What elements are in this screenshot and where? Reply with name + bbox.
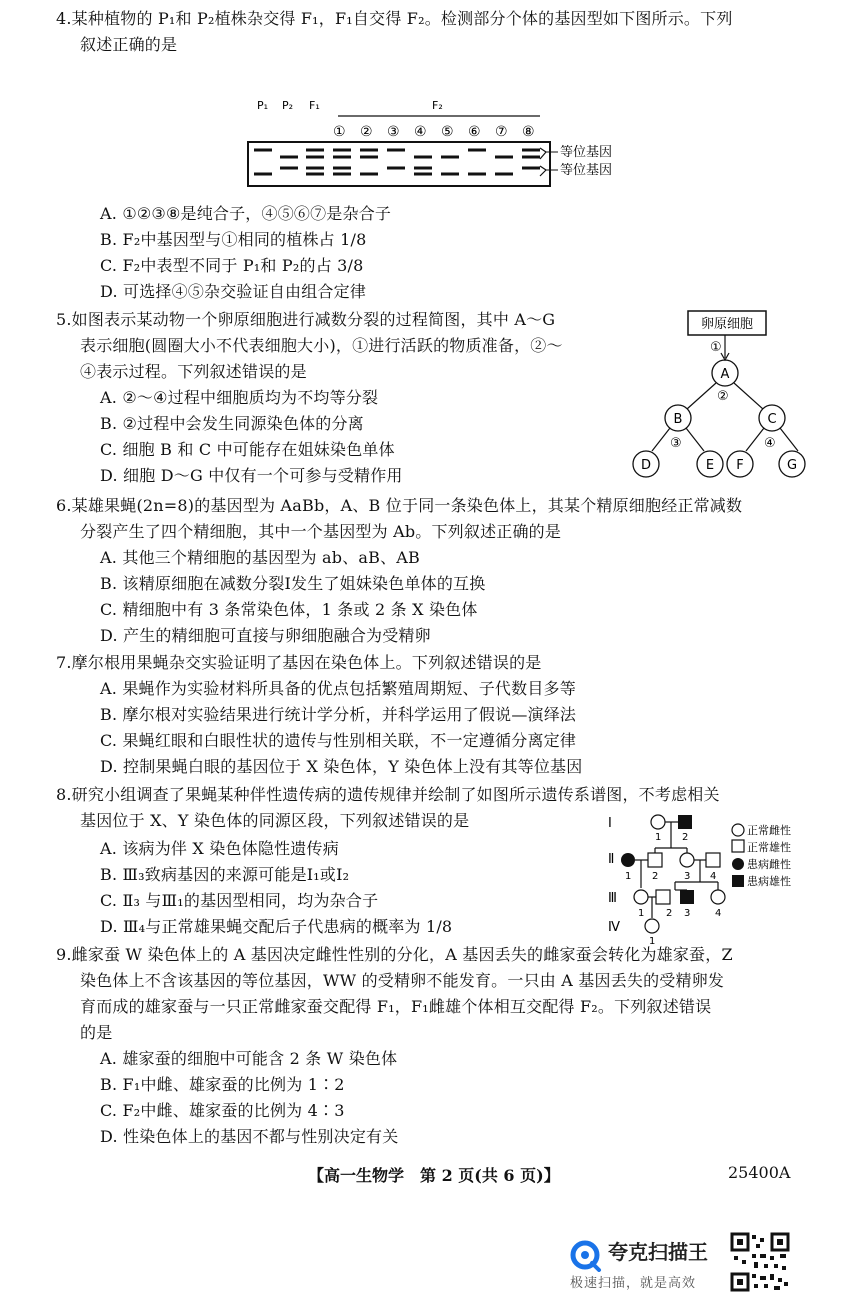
q4-option-d: D. 可选择④⑤杂交验证自由组合定律 (100, 282, 367, 301)
brand-name: 夸克扫描王 (608, 1240, 708, 1264)
cell-e: E (705, 458, 715, 473)
lane-num-1: ① (333, 124, 346, 140)
lane-num-4: ④ (414, 124, 427, 140)
lane-num-2: ② (360, 124, 373, 140)
ii2-num: 2 (652, 871, 659, 882)
step-4: ④ (764, 436, 776, 451)
cell-g: G (786, 458, 798, 473)
label-f1: F₁ (309, 99, 320, 112)
ii1-affected-female (621, 853, 635, 867)
i2-num: 2 (682, 832, 689, 843)
step-1: ① (710, 340, 722, 355)
q6-option-d: D. 产生的精细胞可直接与卵细胞融合为受精卵 (100, 626, 431, 645)
q9-option-a: A. 雄家蚕的细胞中可能含 2 条 W 染色体 (100, 1049, 398, 1068)
label-p1: P₁ (257, 99, 269, 112)
step-3: ③ (670, 436, 682, 451)
q9-option-c: C. F₂中雌、雄家蚕的比例为 4∶3 (100, 1101, 345, 1120)
q6-option-a: A. 其他三个精细胞的基因型为 ab、aB、AB (100, 548, 421, 567)
q6-option-c: C. 精细胞中有 3 条常染色体，1 条或 2 条 X 染色体 (100, 600, 478, 619)
iii1-normal-female (634, 890, 648, 904)
i2-affected-male (678, 815, 692, 829)
ii3-normal-female (680, 853, 694, 867)
q5-stem-line-3: ④表示过程。下列叙述错误的是 (80, 362, 307, 381)
q9-stem-line-3: 育而成的雄家蚕与一只正常雌家蚕交配得 F₁，F₁雌雄个体相互交配得 F₂。下列叙述错误 (80, 997, 712, 1016)
q9-stem-line-1: 9.雌家蚕 W 染色体上的 A 基因决定雌性性别的分化，A 基因丢失的雌家蚕会转化为雄家蚕，Z (56, 945, 733, 964)
ii1-num: 1 (625, 871, 632, 882)
brand-slogan: 极速扫描，就是高效 (570, 1276, 697, 1291)
lane-num-8: ⑧ (522, 124, 535, 140)
gen-4: Ⅳ (608, 920, 620, 935)
footer-code: 25400A (728, 1163, 791, 1182)
qr-code-icon (730, 1232, 790, 1292)
q8-option-a: A. 该病为伴 X 染色体隐性遗传病 (100, 839, 339, 858)
legend-affected-male: 患病雄性 (747, 875, 791, 888)
q7-option-b: B. 摩尔根对实验结果进行统计学分析，并科学运用了假说—演绎法 (100, 705, 577, 724)
legend-normal-female-icon (732, 824, 744, 836)
iii2-normal-male (656, 890, 670, 904)
q8-stem-line-2: 基因位于 X、Y 染色体的同源区段，下列叙述错误的是 (80, 811, 470, 830)
q5-option-d: D. 细胞 D～G 中仅有一个可参与受精作用 (100, 466, 403, 485)
q6-stem-line-1: 6.某雄果蝇(2n=8)的基因型为 AaBb，A、B 位于同一条染色体上，其某个精原细胞经正常减数 (56, 496, 743, 515)
q8-option-c: C. Ⅱ₃ 与Ⅲ₁的基因型相同，均为杂合子 (100, 891, 379, 910)
lane-num-5: ⑤ (441, 124, 454, 140)
legend-affected-female: 患病雌性 (747, 858, 791, 871)
legend-normal-male: 正常雄性 (747, 841, 791, 854)
oogonium-label: 卵原细胞 (700, 317, 754, 332)
quark-logo-icon (568, 1238, 602, 1272)
scanner-brand (568, 1234, 798, 1294)
label-f2: F₂ (432, 99, 443, 112)
ii4-num: 4 (710, 871, 717, 882)
i1-num: 1 (655, 832, 662, 843)
q9-option-d: D. 性染色体上的基因不都与性别决定有关 (100, 1127, 399, 1146)
q7-option-a: A. 果蝇作为实验材料所具备的优点包括繁殖周期短、子代数目多等 (100, 679, 576, 698)
lane-num-3: ③ (387, 124, 400, 140)
q4-option-c: C. F₂中表型不同于 P₁和 P₂的占 3/8 (100, 256, 364, 275)
q9-stem-line-2: 染色体上不含该基因的等位基因，WW 的受精卵不能发育。一只由 A 基因丢失的受精卵发 (80, 971, 725, 990)
q5-stem-line-2: 表示细胞(圆圈大小不代表细胞大小)，①进行活跃的物质准备，②～ (80, 336, 563, 355)
lane-num-7: ⑦ (495, 124, 508, 140)
iii1-num: 1 (638, 908, 645, 919)
gel-bands (254, 150, 540, 174)
q8-option-d: D. Ⅲ₄与正常雄果蝇交配后子代患病的概率为 1/8 (100, 917, 453, 936)
cell-c: C (767, 412, 777, 427)
iii2-num: 2 (666, 908, 673, 919)
iii4-num: 4 (715, 908, 722, 919)
label-p2: P₂ (282, 99, 294, 112)
q8-pedigree-chart (600, 808, 810, 946)
q9-stem-line-4: 的是 (80, 1023, 113, 1042)
q7-stem-line-1: 7.摩尔根用果蝇杂交实验证明了基因在染色体上。下列叙述错误的是 (56, 653, 542, 672)
legend-affected-male-icon (732, 875, 744, 887)
i1-normal-female (651, 815, 665, 829)
footer-page-info: 【高一生物学 第 2 页(共 6 页)】 (308, 1166, 560, 1185)
q4-stem-line-1: 4.某种植物的 P₁和 P₂植株杂交得 F₁，F₁自交得 F₂。检测部分个体的基因型如下图所示。下列 (56, 9, 733, 28)
q4-option-b: B. F₂中基因型与①相同的植株占 1/8 (100, 230, 367, 249)
q8-stem-line-1: 8.研究小组调查了果蝇某种伴性遗传病的遗传规律并绘制了如图所示遗传系谱图，不考虑相关 (56, 785, 720, 804)
q8-option-b: B. Ⅲ₃致病基因的来源可能是Ⅰ₁或Ⅰ₂ (100, 865, 350, 884)
q4-option-a: A. ①②③⑧是纯合子，④⑤⑥⑦是杂合子 (100, 204, 392, 223)
q6-option-b: B. 该精原细胞在减数分裂Ⅰ发生了姐妹染色单体的互换 (100, 574, 486, 593)
q5-option-b: B. ②过程中会发生同源染色体的分离 (100, 414, 364, 433)
iii3-num: 3 (684, 908, 691, 919)
iv1-normal-female (645, 919, 659, 933)
q7-option-d: D. 控制果蝇白眼的基因位于 X 染色体，Y 染色体上没有其等位基因 (100, 757, 583, 776)
gen-1: Ⅰ (608, 816, 612, 831)
q5-option-a: A. ②～④过程中细胞质均为不均等分裂 (100, 388, 379, 407)
allele-label-bottom: 等位基因 (560, 163, 613, 178)
q5-option-c: C. 细胞 B 和 C 中可能存在姐妹染色单体 (100, 440, 395, 459)
q4-gel-figure (240, 96, 630, 200)
gen-2: Ⅱ (608, 852, 615, 867)
brace-top (540, 148, 546, 159)
cell-d: D (640, 458, 652, 473)
ii3-num: 3 (684, 871, 691, 882)
ii4-normal-male (706, 853, 720, 867)
iv1-num: 1 (649, 936, 656, 946)
q9-option-b: B. F₁中雌、雄家蚕的比例为 1∶2 (100, 1075, 345, 1094)
cell-f: F (736, 458, 744, 473)
q4-stem-line-2: 叙述正确的是 (80, 35, 178, 54)
q7-option-c: C. 果蝇红眼和白眼性状的遗传与性别相关联，不一定遵循分离定律 (100, 731, 577, 750)
gen-3: Ⅲ (608, 891, 617, 906)
cell-a: A (720, 367, 730, 382)
q6-stem-line-2: 分裂产生了四个精细胞，其中一个基因型为 Ab。下列叙述正确的是 (80, 522, 562, 541)
legend-normal-female: 正常雌性 (747, 824, 791, 837)
iii3-affected-male (680, 890, 694, 904)
q5-oogenesis-diagram (628, 306, 808, 486)
iii4-normal-female (711, 890, 725, 904)
brace-bottom (540, 166, 546, 176)
q5-stem-line-1: 5.如图表示某动物一个卵原细胞进行减数分裂的过程简图，其中 A～G (56, 310, 556, 329)
step-2: ② (717, 389, 729, 404)
legend-normal-male-icon (732, 840, 744, 852)
legend-affected-female-icon (732, 858, 744, 870)
lane-num-6: ⑥ (468, 124, 481, 140)
cell-b: B (673, 412, 683, 427)
allele-label-top: 等位基因 (560, 145, 613, 160)
ii2-normal-male (648, 853, 662, 867)
